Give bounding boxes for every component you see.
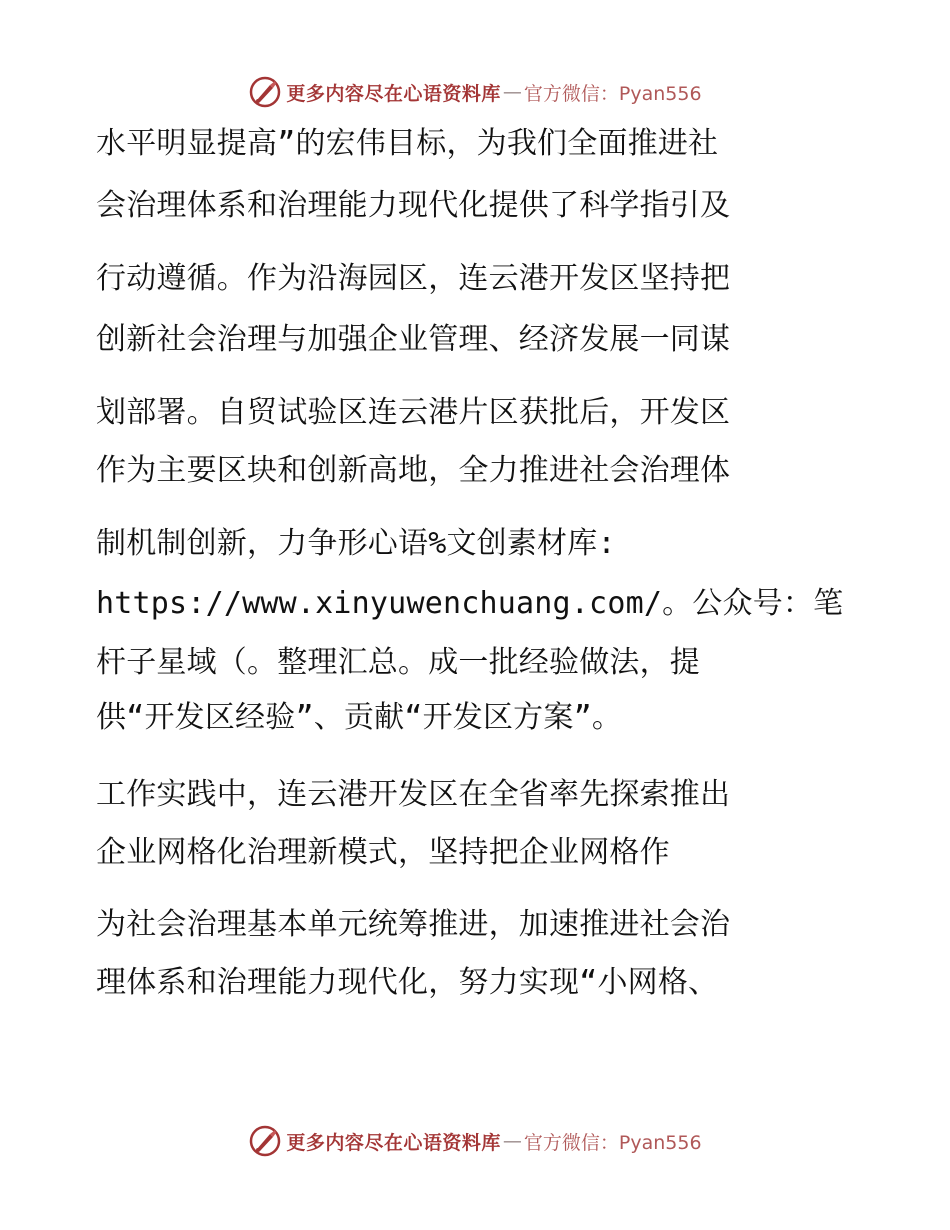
body-text-line: 企业网格化治理新模式，坚持把企业网格作 xyxy=(96,835,670,870)
body-text-line: 作为主要区块和创新高地，全力推进社会治理体 xyxy=(96,453,731,488)
body-text-line: 水平明显提高”的宏伟目标，为我们全面推进社 xyxy=(96,126,719,161)
watermark-dash: — xyxy=(502,81,522,103)
quill-pen-logo-icon xyxy=(248,1124,282,1158)
body-text-line: https://www.xinyuwenchuang.com/。公众号：笔 xyxy=(96,586,844,621)
body-text-line: 杆子星域（。整理汇总。成一批经验做法，提 xyxy=(96,645,700,680)
footer-watermark-banner xyxy=(0,1121,950,1161)
header-watermark-banner xyxy=(0,72,950,112)
watermark-wechat-text: 官方微信：Pyan556 xyxy=(523,82,702,105)
watermark-wechat-text: 官方微信：Pyan556 xyxy=(523,1131,702,1154)
body-text-line: 会治理体系和治理能力现代化提供了科学指引及 xyxy=(96,188,731,223)
watermark-site-text: 更多内容尽在心语资料库 xyxy=(286,1131,501,1154)
body-text-line: 创新社会治理与加强企业管理、经济发展一同谋 xyxy=(96,322,731,357)
quill-pen-logo-icon xyxy=(248,75,282,109)
body-text-line: 工作实践中，连云港开发区在全省率先探索推出 xyxy=(96,777,731,812)
body-text-line: 划部署。自贸试验区连云港片区获批后，开发区 xyxy=(96,395,731,430)
body-text-line: 供“开发区经验”、贡献“开发区方案”。 xyxy=(96,700,623,735)
watermark-dash: — xyxy=(502,1130,522,1152)
body-text-line: 行动遵循。作为沿海园区，连云港开发区坚持把 xyxy=(96,261,731,296)
watermark-site-text: 更多内容尽在心语资料库 xyxy=(286,82,501,105)
body-text-line: 理体系和治理能力现代化，努力实现“小网格、 xyxy=(96,965,719,1000)
body-text-line: 为社会治理基本单元统筹推进，加速推进社会治 xyxy=(96,907,731,942)
body-text-line: 制机制创新，力争形心语%文创素材库: xyxy=(96,526,616,561)
